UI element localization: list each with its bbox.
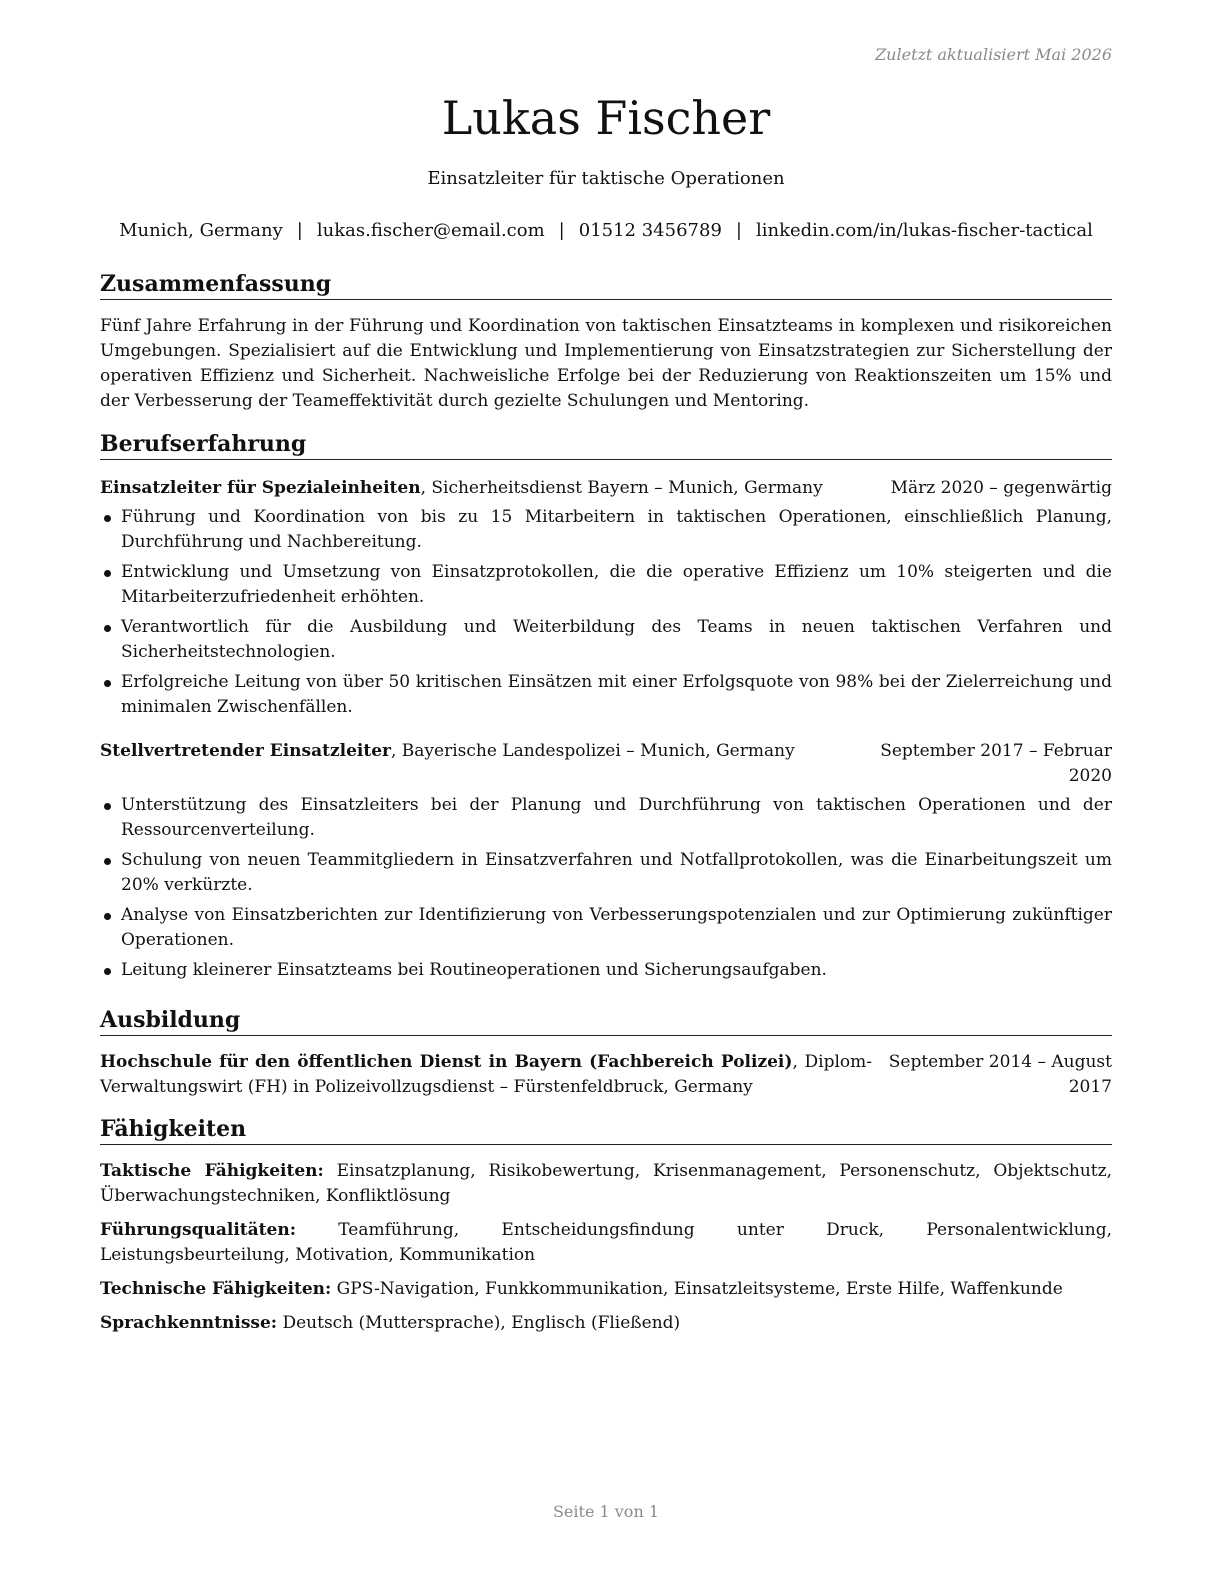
education-school: Hochschule für den öffentlichen Dienst in Bayern (Fachbereich Polizei) — [100, 1052, 793, 1072]
bullet-text: Analyse von Einsatzberichten zur Identifizierung von Verbesserungspotenzialen und zur Optimierung zukünftiger Operationen. — [121, 905, 1112, 950]
job-role: Stellvertretender Einsatzleiter — [100, 741, 391, 761]
skills-list — [100, 1159, 1112, 1336]
education-degree: , Diplom-Verwaltungswirt (FH) in Polizeivollzugsdienst – Fürstenfeldbruck, Germany — [100, 1052, 872, 1097]
contact-line — [100, 218, 1112, 244]
job-role: Einsatzleiter für Spezialeinheiten — [100, 478, 421, 498]
skill-label: Technische Fähigkeiten: — [100, 1279, 332, 1299]
skills-heading: Fähigkeiten — [100, 1114, 1112, 1145]
skill-row — [100, 1218, 1112, 1268]
skill-value: Teamführung, Entscheidungsfindung unter Druck, Personalentwicklung, Leistungsbeurteilung, Motivation, Kommunikation — [100, 1220, 1112, 1265]
skill-value: GPS-Navigation, Funkkommunikation, Einsatzleitsysteme, Erste Hilfe, Waffenkunde — [331, 1279, 1063, 1299]
candidate-name: Lukas Fischer — [441, 91, 771, 145]
contact-phone[interactable]: 01512 3456789 — [578, 220, 722, 241]
job-organization: , Bayerische Landespolizei – Munich, Germany — [390, 741, 795, 761]
job-dates: September 2017 – Februar 2020 — [880, 741, 1112, 786]
contact-separator: | — [735, 220, 742, 241]
contact-separator: | — [558, 220, 565, 241]
contact-linkedin[interactable]: linkedin.com/in/lukas-fischer-tactical — [755, 220, 1093, 241]
job-organization: , Sicherheitsdienst Bayern – Munich, Germany — [420, 478, 823, 498]
skill-value: Deutsch (Muttersprache), Englisch (Fließend) — [277, 1313, 681, 1333]
list-item — [100, 793, 1112, 843]
bullet-icon — [104, 968, 111, 975]
list-item — [100, 505, 1112, 555]
bullet-text: Entwicklung und Umsetzung von Einsatzprotokollen, die die operative Effizienz um 10% steigerten und die Mitarbeiterzufriedenheit erhöhten. — [121, 562, 1112, 607]
job-title: Einsatzleiter für taktische Operationen — [427, 168, 785, 189]
list-item — [100, 560, 1112, 610]
bullet-icon — [104, 858, 111, 865]
contact-email[interactable]: lukas.fischer@email.com — [316, 220, 545, 241]
skill-value: Einsatzplanung, Risikobewertung, Krisenmanagement, Personenschutz, Objektschutz, Überwachungstechniken, Konfliktlösung — [100, 1161, 1112, 1206]
contact-location: Munich, Germany — [119, 220, 283, 241]
skill-label: Führungsqualitäten: — [100, 1220, 296, 1240]
bullet-text: Führung und Koordination von bis zu 15 Mitarbeitern in taktischen Operationen, einschließlich Planung, Durchführung und Nachbereitung. — [121, 507, 1112, 552]
job-header — [100, 476, 1112, 501]
bullet-text: Schulung von neuen Teammitgliedern in Einsatzverfahren und Notfallprotokollen, was die Einarbeitungszeit um 20% verkürzte. — [121, 850, 1112, 895]
page-number: Seite 1 von 1 — [552, 1502, 660, 1521]
bullet-icon — [104, 570, 111, 577]
job-bullets — [100, 793, 1112, 983]
job-dates: März 2020 – gegenwärtig — [890, 478, 1112, 498]
list-item — [100, 903, 1112, 953]
skill-label: Taktische Fähigkeiten: — [100, 1161, 324, 1181]
bullet-text: Leitung kleinerer Einsatzteams bei Routineoperationen und Sicherungsaufgaben. — [121, 960, 827, 980]
bullet-icon — [104, 515, 111, 522]
summary-heading: Zusammenfassung — [100, 269, 1112, 300]
bullet-text: Erfolgreiche Leitung von über 50 kritischen Einsätzen mit einer Erfolgsquote von 98% bei der Zielerreichung und minimalen Zwischenfällen. — [121, 672, 1112, 717]
skill-row — [100, 1311, 1112, 1336]
last-updated: Zuletzt aktualisiert Mai 2026 — [875, 45, 1112, 64]
job-entry — [100, 476, 1112, 720]
bullet-icon — [104, 803, 111, 810]
experience-heading: Berufserfahrung — [100, 429, 1112, 460]
bullet-icon — [104, 625, 111, 632]
education-section — [100, 1005, 1112, 1100]
education-dates: September 2014 – August 2017 — [888, 1052, 1112, 1097]
job-header — [100, 739, 1112, 789]
list-item — [100, 615, 1112, 665]
education-line — [100, 1050, 872, 1100]
list-item — [100, 958, 1112, 983]
bullet-text: Verantwortlich für die Ausbildung und Weiterbildung des Teams in neuen taktischen Verfahren und Sicherheitstechnologien. — [121, 617, 1112, 662]
list-item — [100, 670, 1112, 720]
summary-text: Fünf Jahre Erfahrung in der Führung und Koordination von taktischen Einsatzteams in komplexen und risikoreichen Umgebungen. Spezialisiert auf die Entwicklung und Implementierung von Einsatzstrategien zur Sicherstellung der operativen Effizienz und Sicherheit. Nachweisliche Erfolge bei der Reduzierung von Reaktionszeiten um 15% und der Verbesserung der Teameffektivität durch gezielte Schulungen und Mentoring. — [100, 316, 1112, 411]
experience-section — [100, 429, 1112, 988]
education-heading: Ausbildung — [100, 1005, 1112, 1036]
contact-separator: | — [296, 220, 303, 241]
bullet-icon — [104, 680, 111, 687]
bullet-text: Unterstützung des Einsatzleiters bei der Planung und Durchführung von taktischen Operationen und der Ressourcenverteilung. — [121, 795, 1112, 840]
bullet-icon — [104, 913, 111, 920]
job-role-line — [100, 476, 891, 501]
skill-label: Sprachkenntnisse: — [100, 1313, 278, 1333]
resume-page — [100, 0, 1112, 1584]
skill-row — [100, 1277, 1112, 1302]
skills-section — [100, 1114, 1112, 1345]
job-bullets — [100, 505, 1112, 720]
skill-row — [100, 1159, 1112, 1209]
job-entry — [100, 739, 1112, 983]
summary-section — [100, 269, 1112, 414]
education-entry — [100, 1050, 1112, 1100]
job-role-line — [100, 739, 872, 764]
list-item — [100, 848, 1112, 898]
